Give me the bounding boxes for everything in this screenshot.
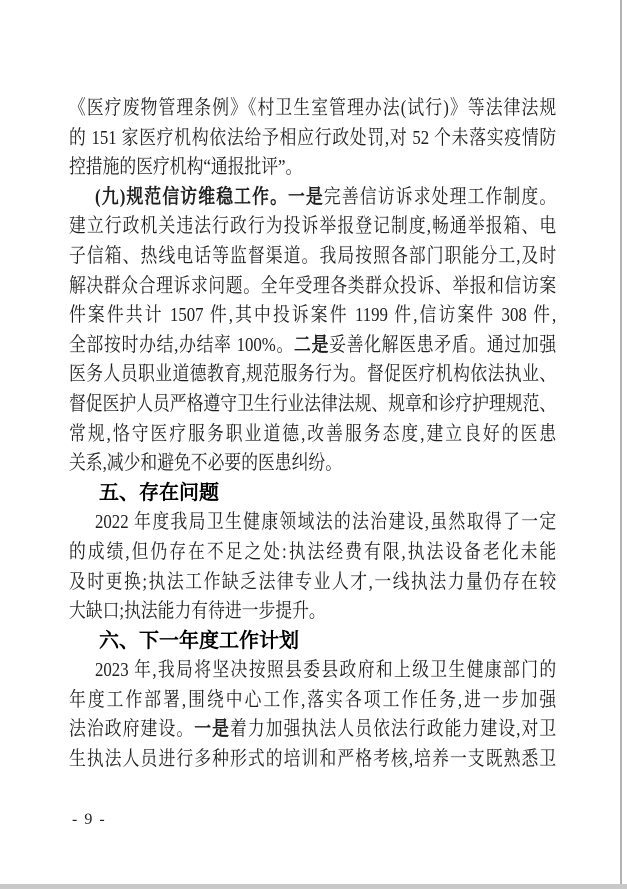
line-text xyxy=(69,242,556,272)
line-text xyxy=(69,597,556,627)
text-run: 关系,减少和避免不必要的医患纠纷。 xyxy=(69,452,342,475)
line-text xyxy=(69,715,556,745)
bold-text-run: (九)规范信访维稳工作。一是 xyxy=(95,185,324,208)
document-line xyxy=(69,656,556,686)
line-text xyxy=(69,301,556,331)
line-text xyxy=(69,124,556,154)
text-run: 全部按时办结,办结率 100%。 xyxy=(69,333,295,356)
line-text xyxy=(69,686,556,716)
text-run: 着力加强执法人员依法行政能力建设,对卫 xyxy=(230,718,557,741)
text-run: 解决群众合理诉求问题。全年受理各类群众投诉、举报和信访案 xyxy=(69,274,557,297)
text-run: 法治政府建设。 xyxy=(69,718,195,741)
bottom-gutter xyxy=(0,884,627,889)
document-line xyxy=(69,420,556,450)
page-number: - 9 - xyxy=(72,811,107,828)
document-line xyxy=(69,508,556,538)
bold-text-run: 二是 xyxy=(294,333,330,356)
text-run: 《医疗废物管理条例》《村卫生室管理办法(试行)》等法律法规 xyxy=(69,97,557,119)
line-text xyxy=(69,390,556,420)
line-text xyxy=(69,360,556,390)
line-text xyxy=(69,331,556,361)
text-run: 督促医护人员严格遵守卫生行业法律法规、规章和诊疗护理规范、 xyxy=(69,392,557,415)
text-run: 2022 年度我局卫生健康领域法的法治建设,虽然取得了一定 xyxy=(95,511,557,534)
text-run: 件案件共计 1507 件,其中投诉案件 1199 件,信访案件 308 件, xyxy=(69,304,557,327)
line-text xyxy=(95,656,556,686)
document-line xyxy=(69,212,556,242)
document-line xyxy=(69,124,556,154)
line-text xyxy=(69,94,556,124)
bold-text-run: 一是 xyxy=(194,718,231,741)
line-text xyxy=(69,212,556,242)
text-run: 子信箱、热线电话等监督渠道。我局按照各部门职能分工,及时 xyxy=(69,244,557,267)
document-line xyxy=(69,538,556,568)
document-line xyxy=(69,715,556,745)
line-text xyxy=(69,272,556,302)
line-text xyxy=(69,568,556,598)
document-line xyxy=(69,686,556,716)
page-right-edge xyxy=(620,0,622,884)
text-run: 的成绩,但仍存在不足之处:执法经费有限,执法设备老化未能 xyxy=(69,540,557,563)
document-line xyxy=(69,153,556,183)
document-line xyxy=(69,568,556,598)
text-run: 及时更换;执法工作缺乏法律专业人才,一线执法力量仍存在较 xyxy=(69,570,557,593)
text-run: 控措施的医疗机构“通报批评”。 xyxy=(69,156,303,179)
line-text xyxy=(69,420,556,450)
section-heading xyxy=(69,627,556,657)
document-body xyxy=(69,94,556,775)
section-heading xyxy=(69,479,556,509)
text-run: 医务人员职业道德教育,规范服务行为。督促医疗机构依法执业、 xyxy=(69,363,557,386)
document-line xyxy=(69,449,556,479)
text-run: 的 151 家医疗机构依法给予相应行政处罚,对 52 个未落实疫情防 xyxy=(69,126,557,149)
text-run: 2023 年,我局将坚决按照县委县政府和上级卫生健康部门的 xyxy=(95,659,557,682)
document-line xyxy=(69,94,556,124)
line-text xyxy=(95,183,556,213)
text-run: 建立行政机关违法行政行为投诉举报登记制度,畅通举报箱、电 xyxy=(69,215,557,238)
line-text xyxy=(69,153,556,183)
document-line xyxy=(69,390,556,420)
line-text xyxy=(95,508,556,538)
line-text xyxy=(99,627,556,657)
text-run: 完善信访诉求处理工作制度。 xyxy=(323,185,557,208)
document-line xyxy=(69,242,556,272)
document-line xyxy=(69,331,556,361)
document-line xyxy=(69,360,556,390)
text-run: 常规,恪守医疗服务职业道德,改善服务态度,建立良好的医患 xyxy=(69,422,557,445)
bold-text-run: 五、存在问题 xyxy=(99,481,219,504)
text-run: 年度工作部署,围绕中心工作,落实各项工作任务,进一步加强 xyxy=(69,688,557,711)
document-line xyxy=(69,597,556,627)
line-text xyxy=(99,479,556,509)
text-run: 生执法人员进行多种形式的培训和严格考核,培养一支既熟悉卫 xyxy=(69,748,557,771)
document-line xyxy=(69,301,556,331)
document-line xyxy=(69,272,556,302)
document-line xyxy=(69,745,556,775)
bold-text-run: 六、下一年度工作计划 xyxy=(99,629,299,652)
line-text xyxy=(69,449,556,479)
line-text xyxy=(69,745,556,775)
document-line xyxy=(69,183,556,213)
text-run: 妥善化解医患矛盾。通过加强 xyxy=(329,333,557,356)
text-run: 大缺口;执法能力有待进一步提升。 xyxy=(69,600,326,623)
line-text xyxy=(69,538,556,568)
